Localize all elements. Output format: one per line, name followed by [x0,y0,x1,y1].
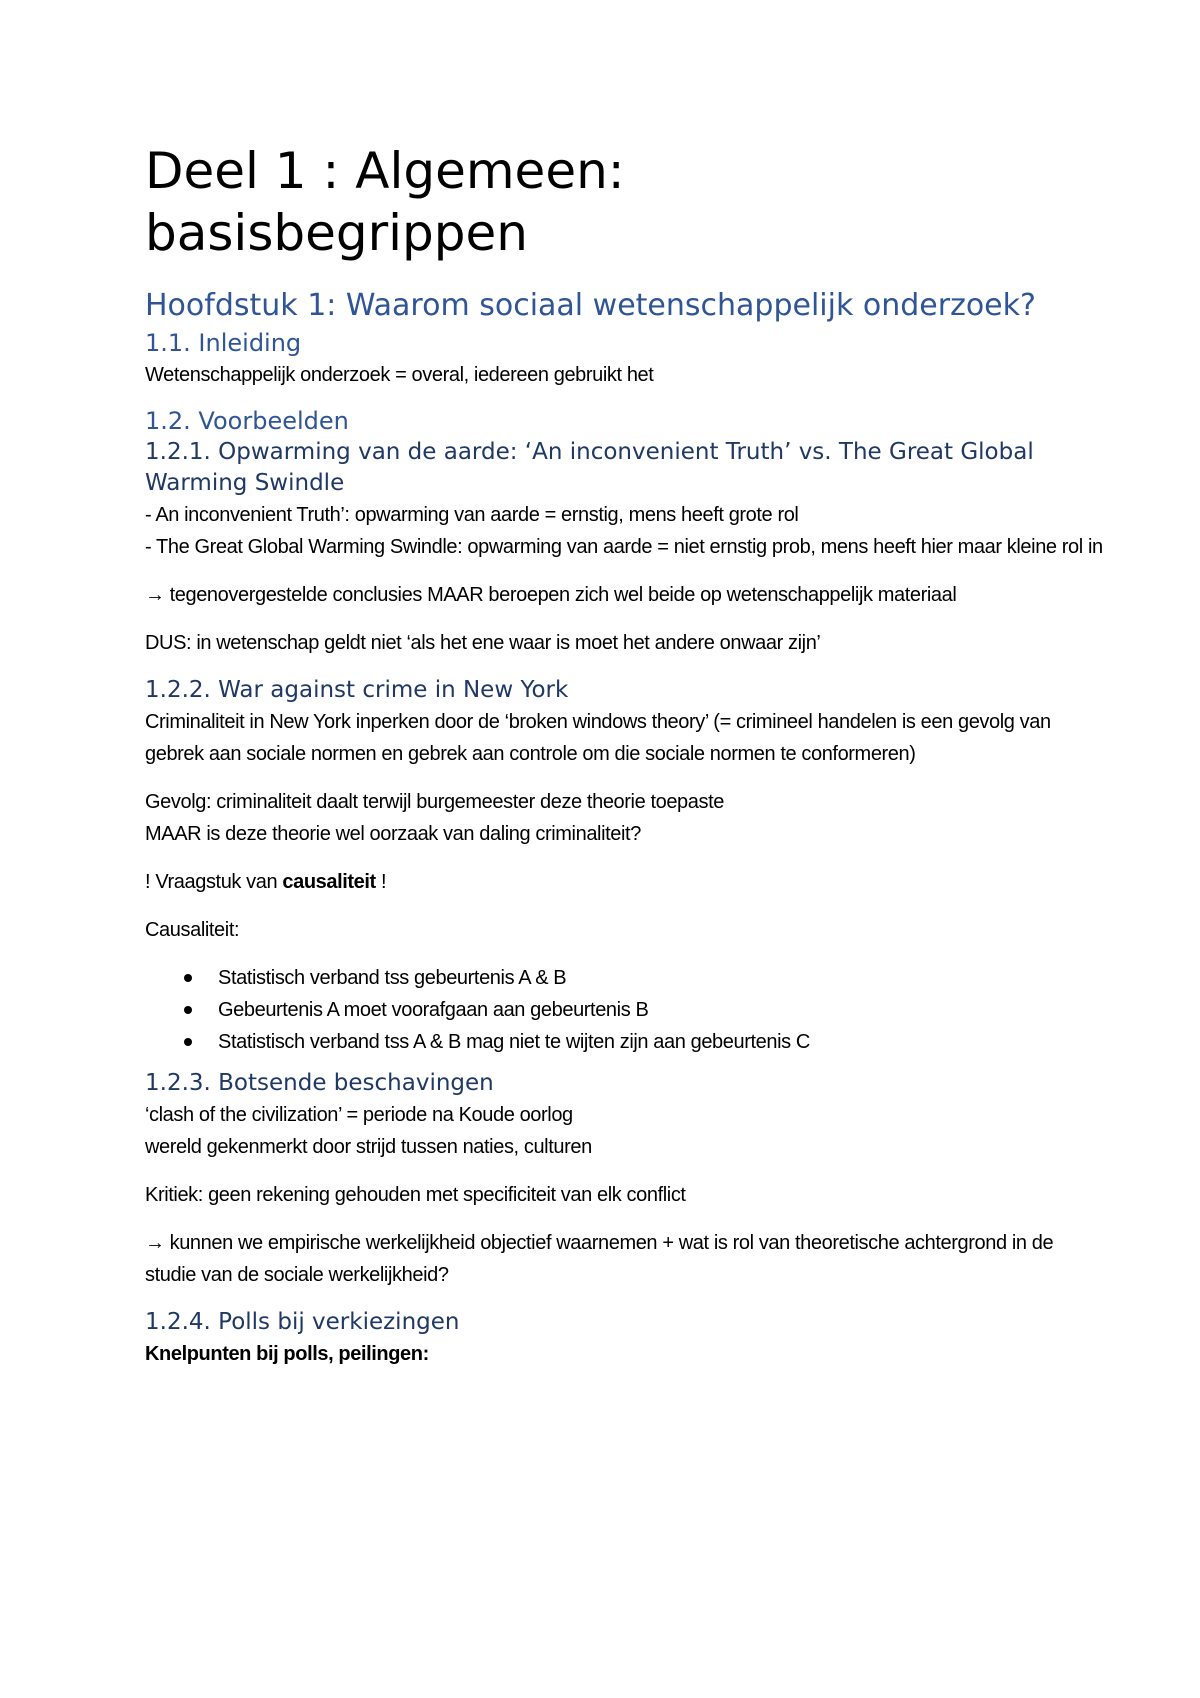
movie-line-1: - An inconvenient Truth’: opwarming van aarde = ernstig, mens heeft grote rol [145,504,799,526]
section-heading-1-1: 1.1. Inleiding [145,329,302,357]
list-item-text: Statistisch verband tss gebeurtenis A & B [218,967,567,989]
paragraph-kritiek: Kritiek: geen rekening gehouden met specificiteit van elk conflict [145,1184,686,1206]
title-line-2: basisbegrippen [145,204,528,262]
subsection-heading-1-2-4: 1.2.4. Polls bij verkiezingen [145,1309,460,1335]
list-item-text: Gebeurtenis A moet voorafgaan aan gebeurtenis B [218,999,649,1021]
paragraph-causaliteit-label: Causaliteit: [145,919,240,941]
paragraph-gevolg [145,786,1105,850]
document-title [145,140,1105,264]
chapter-heading: Hoofdstuk 1: Waarom sociaal wetenschappelijk onderzoek? [145,288,1036,323]
conclusion-text: tegenovergestelde conclusies MAAR beroepen zich wel beide op wetenschappelijk materiaal [169,584,957,606]
clash-line-2: wereld gekenmerkt door strijd tussen naties, culturen [145,1136,592,1158]
paragraph-clash [145,1099,1105,1163]
movie-line-2: - The Great Global Warming Swindle: opwarming van aarde = niet ernstig prob, mens heeft hier maar kleine rol in [145,536,1103,558]
polls-bold-text: Knelpunten bij polls, peilingen: [145,1343,429,1365]
subsection-heading-1-2-3: 1.2.3. Botsende beschavingen [145,1070,494,1096]
paragraph-dus: DUS: in wetenschap geldt niet ‘als het ene waar is moet het andere onwaar zijn’ [145,632,821,654]
list-item [145,962,1105,994]
paragraph-vraagstuk [145,866,1105,898]
paragraph-movies [145,499,1105,563]
bullet-icon [184,1006,192,1014]
paragraph-conclusion [145,579,1105,611]
vraagstuk-suffix: ! [375,871,387,893]
vraagstuk-prefix: ! Vraagstuk van [145,871,283,893]
list-item [145,994,1105,1026]
subsection-heading-1-2-2: 1.2.2. War against crime in New York [145,677,569,703]
paragraph-empirisch [145,1227,1105,1291]
list-item [145,1026,1105,1058]
vraagstuk-bold-term: causaliteit [282,871,376,893]
list-item-text: Statistisch verband tss A & B mag niet te wijten zijn aan gebeurtenis C [218,1031,810,1053]
document-body [145,140,1105,1370]
clash-line-1: ‘clash of the civilization’ = periode na Koude oorlog [145,1104,573,1126]
gevolg-line-1: Gevolg: criminaliteit daalt terwijl burgemeester deze theorie toepaste [145,791,724,813]
bullet-icon [184,1038,192,1046]
gevolg-line-2: MAAR is deze theorie wel oorzaak van daling criminaliteit? [145,823,641,845]
empirisch-text: kunnen we empirische werkelijkheid objectief waarnemen + wat is rol van theoretische achtergrond in de studie van de sociale werkelijkheid? [145,1232,1054,1286]
arrow-right-icon: → [145,1232,165,1254]
title-line-1: Deel 1 : Algemeen: [145,142,625,200]
causaliteit-bullet-list [145,962,1105,1058]
paragraph-polls [145,1338,1105,1370]
section-heading-1-2: 1.2. Voorbeelden [145,407,349,435]
paragraph-intro: Wetenschappelijk onderzoek = overal, iedereen gebruikt het [145,364,654,386]
bullet-icon [184,974,192,982]
paragraph-broken-windows: Criminaliteit in New York inperken door de ‘broken windows theory’ (= crimineel handelen is een gevolg van gebrek aan sociale normen en gebrek aan controle om die sociale normen te conformeren) [145,711,1051,765]
arrow-right-icon: → [145,584,165,606]
subsection-heading-1-2-1: 1.2.1. Opwarming van de aarde: ‘An inconvenient Truth’ vs. The Great Global Warming Swindle [145,439,1034,496]
